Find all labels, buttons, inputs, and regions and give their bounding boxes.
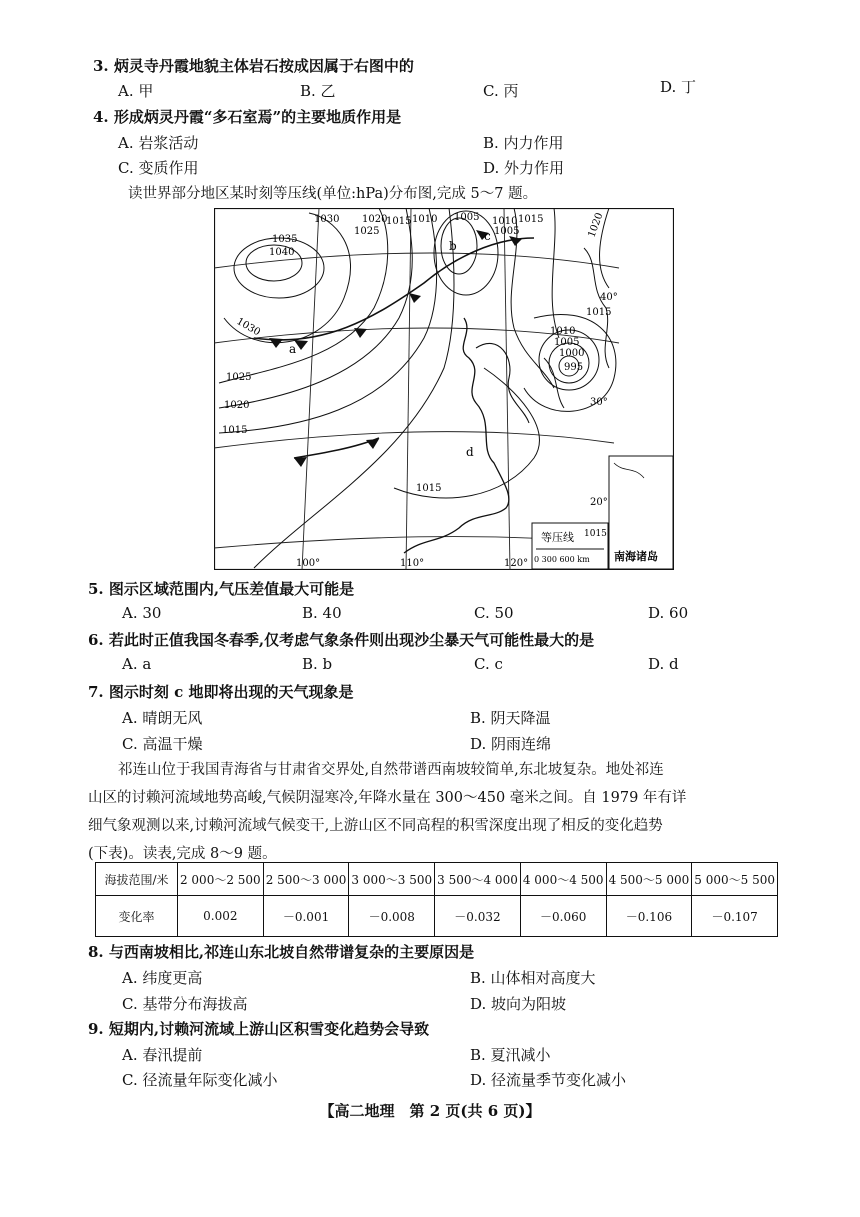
isobar-label-1015: 1015 [222, 425, 248, 436]
table-cell: －0.060 [520, 896, 606, 937]
q8-option-a[interactable]: A. 纬度更高 [122, 969, 203, 987]
lon-label-110: 110° [400, 558, 425, 569]
q5-option-c[interactable]: C. 50 [474, 604, 514, 622]
q7-option-d[interactable]: D. 阴雨连绵 [470, 735, 552, 753]
q5-option-d[interactable]: D. 60 [648, 604, 689, 622]
q6-stem: 6. 若此时正值我国冬春季,仅考虑气象条件则出现沙尘暴天气可能性最大的是 [88, 631, 595, 649]
q9-stem: 9. 短期内,讨赖河流域上游山区积雪变化趋势会导致 [88, 1020, 430, 1038]
q4-option-d[interactable]: D. 外力作用 [483, 159, 565, 177]
q6-option-b[interactable]: B. b [302, 655, 333, 673]
table-row [96, 863, 778, 896]
isobar-label-1020-top: 1020 [362, 214, 388, 225]
q8-option-d[interactable]: D. 坡向为阳坡 [470, 995, 567, 1013]
point-d: d [466, 445, 474, 459]
q7-stem: 7. 图示时刻 c 地即将出现的天气现象是 [88, 683, 354, 701]
isobar-label-1010-top: 1010 [412, 214, 438, 225]
isobar-label-1020-ne: 1020 [586, 211, 606, 240]
point-c: c [484, 229, 491, 243]
table-cell: 2 000～2 500 [177, 863, 263, 896]
q7-option-a[interactable]: A. 晴朗无风 [122, 709, 203, 727]
scale-bar: 0 300 600 km [534, 555, 590, 564]
q3-option-d[interactable]: D. 丁 [660, 78, 697, 96]
isobar-label-1015-south: 1015 [416, 483, 442, 494]
isobar-label-1030: 1030 [234, 316, 263, 339]
q8-stem: 8. 与西南坡相比,祁连山东北坡自然带谱复杂的主要原因是 [88, 943, 475, 961]
lat-label-20: 20° [590, 497, 608, 508]
isobar-label-1015-ne: 1015 [518, 214, 544, 225]
isobar-label-1030-top: 1030 [314, 214, 340, 225]
isobar-label-1025-top: 1025 [354, 226, 380, 237]
table-cell: 0.002 [177, 896, 263, 937]
intro-5-7: 读世界部分地区某时刻等压线(单位:hPa)分布图,完成 5～7 题。 [128, 186, 538, 202]
q4-stem: 4. 形成炳灵丹霞“多石室焉”的主要地质作用是 [93, 108, 402, 126]
legend-value: 1015 [584, 529, 607, 539]
lon-label-120: 120° [504, 558, 529, 569]
isobar-label-1005-b: 1005 [494, 226, 520, 237]
table-cell: 5 000～5 500 [692, 863, 778, 896]
table-header-rate: 变化率 [96, 896, 178, 937]
passage-line: 细气象观测以来,讨赖河流域气候变干,上游山区不同高程的积雪深度出现了相反的变化趋势 [88, 818, 663, 834]
q7-option-c[interactable]: C. 高温干燥 [122, 735, 203, 753]
table-cell: －0.032 [435, 896, 521, 937]
passage-8-9 [88, 756, 778, 868]
isobar-label-1000-low: 1000 [559, 348, 585, 359]
legend-title: 等压线 [541, 531, 574, 544]
table-cell: 3 000～3 500 [349, 863, 435, 896]
q5-option-b[interactable]: B. 40 [302, 604, 342, 622]
q6-option-a[interactable]: A. a [122, 655, 152, 673]
table-header-altitude: 海拔范围/米 [96, 863, 178, 896]
page-footer: 【高二地理 第 2 页(共 6 页)】 [319, 1102, 541, 1120]
isobar-label-1015-top: 1015 [386, 216, 412, 227]
q4-option-b[interactable]: B. 内力作用 [483, 134, 564, 152]
q3-option-a[interactable]: A. 甲 [118, 82, 154, 100]
q3-stem: 3. 炳灵寺丹霞地貌主体岩石按成因属于右图中的 [93, 57, 414, 75]
isobar-label-1005: 1005 [454, 212, 480, 223]
table-cell: －0.001 [263, 896, 349, 937]
q3-option-c[interactable]: C. 丙 [483, 82, 519, 100]
q6-option-d[interactable]: D. d [648, 655, 679, 673]
table-cell: －0.106 [606, 896, 692, 937]
q6-option-c[interactable]: C. c [474, 655, 503, 673]
q9-option-a[interactable]: A. 春汛提前 [122, 1046, 203, 1064]
table-cell: 4 500～5 000 [606, 863, 692, 896]
q9-option-d[interactable]: D. 径流量季节变化减小 [470, 1071, 627, 1089]
inset-label: 南海诸岛 [614, 550, 658, 563]
snow-depth-table [95, 862, 778, 937]
table-cell: 4 000～4 500 [520, 863, 606, 896]
isobar-map [214, 208, 674, 570]
isobar-label-1010-b: 1010 [492, 216, 518, 227]
isobar-label-1035: 1035 [272, 234, 298, 245]
passage-line: 山区的讨赖河流域地势高峻,气候阴湿寒冷,年降水量在 300～450 毫米之间。自 1979 年有详 [88, 790, 687, 806]
q9-option-c[interactable]: C. 径流量年际变化减小 [122, 1071, 278, 1089]
q4-option-c[interactable]: C. 变质作用 [118, 159, 199, 177]
isobar-label-1040: 1040 [269, 247, 295, 258]
table-cell: －0.008 [349, 896, 435, 937]
q5-stem: 5. 图示区域范围内,气压差值最大可能是 [88, 580, 355, 598]
isobar-label-1010-low: 1010 [550, 326, 576, 337]
q3-option-b[interactable]: B. 乙 [300, 82, 336, 100]
q4-option-a[interactable]: A. 岩浆活动 [118, 134, 199, 152]
lat-label-30: 30° [590, 397, 608, 408]
q5-option-a[interactable]: A. 30 [122, 604, 162, 622]
isobar-label-1025: 1025 [226, 372, 252, 383]
isobar-label-1015-e: 1015 [586, 307, 612, 318]
point-a: a [289, 342, 297, 356]
isobar-label-1005-low: 1005 [554, 337, 580, 348]
q7-option-b[interactable]: B. 阴天降温 [470, 709, 551, 727]
q8-option-b[interactable]: B. 山体相对高度大 [470, 969, 596, 987]
table-cell: 2 500～3 000 [263, 863, 349, 896]
q8-option-c[interactable]: C. 基带分布海拔高 [122, 995, 248, 1013]
table-cell: 3 500～4 000 [435, 863, 521, 896]
isobar-label-1020: 1020 [224, 400, 250, 411]
passage-line: (下表)。读表,完成 8～9 题。 [88, 846, 277, 862]
table-cell: －0.107 [692, 896, 778, 937]
q9-option-b[interactable]: B. 夏汛减小 [470, 1046, 551, 1064]
point-b: b [449, 239, 457, 253]
passage-line: 祁连山位于我国青海省与甘肃省交界处,自然带谱西南坡较简单,东北坡复杂。地处祁连 [118, 762, 664, 778]
lon-label-100: 100° [296, 558, 321, 569]
table-row [96, 896, 778, 937]
isobar-label-995: 995 [564, 362, 584, 373]
lat-label-40: 40° [600, 292, 618, 303]
